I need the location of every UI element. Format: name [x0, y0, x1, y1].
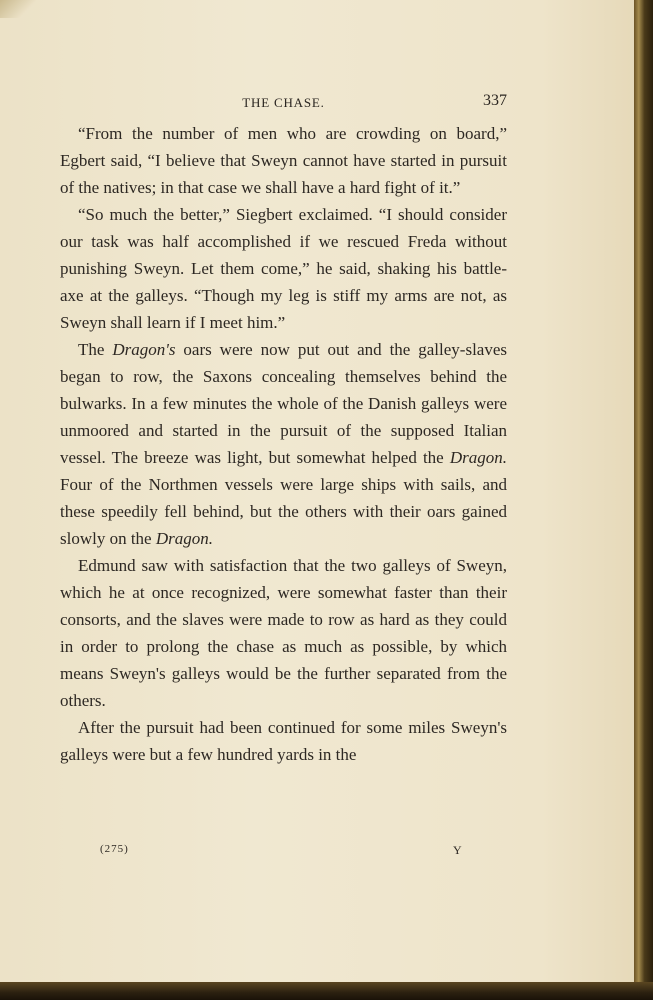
- page-corner-stain: [0, 0, 36, 18]
- text-run: After the pursuit had been continued for some miles Sweyn's galleys were but a few hundred yards in the: [60, 718, 507, 764]
- text-run: “So much the better,” Siegbert exclaimed. “I should consider our task was half accomplished if we rescued Freda without punishing Sweyn. Let them come,” he said, shaking his battle-axe at the galleys. “Though my leg is stiff my arms are not, as Sweyn shall learn if I meet him.”: [60, 205, 507, 332]
- text-run: The: [78, 340, 113, 359]
- paragraph: [60, 336, 507, 552]
- running-head: THE CHASE.: [242, 95, 325, 110]
- body-text: [60, 120, 507, 768]
- paragraph: [60, 201, 507, 336]
- paragraph: [60, 552, 507, 714]
- paragraph: [60, 714, 507, 768]
- text-run: Four of the Northmen vessels were large ships with sails, and these speedily fell behind, but the others with their oars gained slowly on the: [60, 475, 507, 548]
- text-run: Edmund saw with satisfaction that the two galleys of Sweyn, which he at once recognized, were somewhat faster than their consorts, and the slaves were made to row as hard as they could in order to prolong the chase as much as possible, by which means Sweyn's galleys would be the further separated from the others.: [60, 556, 507, 710]
- page-footer: [60, 843, 507, 861]
- signature-mark: (275): [100, 843, 129, 855]
- ship-name-italic: Dragon.: [155, 529, 214, 548]
- text-run: “From the number of men who are crowding on board,” Egbert said, “I believe that Sweyn cannot have started in pursuit of the natives; in that case we shall have a hard fight of it.”: [60, 124, 507, 197]
- ship-name-italic: Dragon's: [112, 340, 176, 359]
- page-number: 337: [483, 92, 507, 109]
- text-run: oars were now put out and the galley-slaves began to row, the Saxons concealing themselves behind the bulwarks. In a few minutes the whole of the Danish galleys were unmoored and started in the pursuit of the supposed Italian vessel. The breeze was light, but somewhat helped the: [60, 340, 507, 467]
- ship-name-italic: Dragon.: [449, 448, 507, 467]
- page-header: [60, 92, 507, 114]
- signature-letter: Y: [453, 843, 462, 857]
- book-spine-edge: [634, 0, 653, 1000]
- book-bottom-edge: [0, 982, 653, 1000]
- paragraph: [60, 120, 507, 201]
